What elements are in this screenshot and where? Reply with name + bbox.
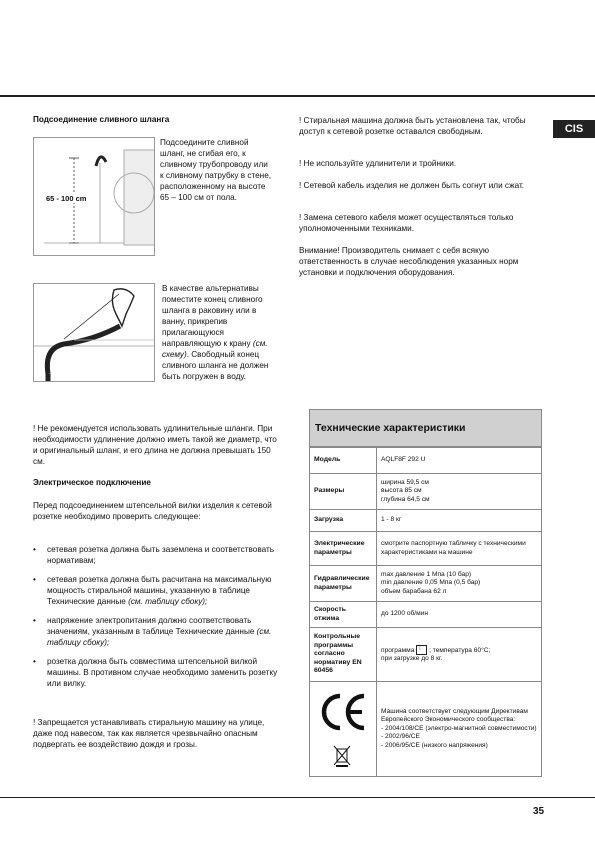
table-row: [310, 602, 542, 628]
table-row: [310, 448, 542, 474]
specs-table-header: [309, 409, 542, 447]
bottom-rule: [0, 797, 595, 798]
page-number: 35: [533, 806, 545, 817]
spec-key: Размеры: [310, 474, 377, 510]
ce-cell: [310, 682, 377, 777]
electrical-heading: Электрическое подключение: [33, 478, 151, 487]
spec-key: Гидравлические параметры: [310, 566, 377, 602]
note-cable-replace: ! Замена сетевого кабеля может осуществляться только уполномоченными техниками.: [299, 213, 514, 233]
outdoor-warning: ! Запрещается устанавливать стиральную машину на улице, даже под навесом, так как является чрезвычайно опасным подвергать ее воздействию дождя и грозы.: [33, 718, 265, 749]
spec-value: программа ⁞ ; температура 60°С; при загрузке до 8 кг.: [377, 628, 542, 682]
drain-figure-sink: [33, 283, 155, 382]
top-rule: [0, 95, 595, 97]
list-item: • сетевая розетка должна быть заземлена и соответствовать нормативам;: [33, 544, 278, 566]
electrical-intro: Перед подсоединением штепсельной вилки изделия к сетевой розетке необходимо проверить следующее:: [33, 501, 272, 521]
note-socket-access: ! Стиральная машина должна быть установлена так, чтобы доступ к сетевой розетке оставался свободным.: [299, 116, 526, 136]
note-no-extensions: ! Не используйте удлинители и тройники.: [299, 159, 457, 168]
spec-value: AQLF8F 292 U: [377, 448, 542, 474]
manufacturer-disclaimer: Внимание! Производитель снимает с себя всякую ответственность в случае несоблюдения указанных норм установки и подключения оборудования.: [299, 246, 519, 277]
spec-key: Электрические параметры: [310, 532, 377, 566]
drain-figure-standpipe: [33, 137, 155, 256]
table-row: [310, 474, 542, 510]
directives-value: Машина соответствует следующим Директивам Европейского Экономического сообщества: - 2004/108/CE (электро-магнитной совместимости) - 2002/96/CE - 2006/95/CE (низкого напряжения): [377, 682, 542, 777]
table-row: [310, 628, 542, 682]
list-item: • розетка должна быть совместима штепсельной вилкой машины. В противном случае необходимо заменить розетку или вилку.: [33, 656, 278, 689]
table-row: [310, 682, 542, 777]
list-item: • сетевая розетка должна быть расчитана на максимальную мощность стиральной машины, указанную в таблице Технические данные (см. таблицу сбоку);: [33, 574, 278, 607]
table-row: [310, 566, 542, 602]
spec-value: до 1200 об/мин: [377, 602, 542, 628]
drain-text-sink: В качестве альтернативы поместите конец сливного шланга в раковину или в ванну, прикрепив прилагающуюся направляющую к крану (см. схему). Свободный конец сливного шланга не должен быть погружен в воду.: [162, 284, 269, 381]
sink-illustration: [34, 284, 154, 381]
table-row: [310, 532, 542, 566]
extension-hose-note: ! Не рекомендуется использовать удлинительные шланги. При необходимости удлинение должно иметь такой же диаметр, что и оригинальный шланг, и его длина не должна превышать 150 см.: [33, 424, 277, 466]
height-label: 65 - 100 cm: [46, 194, 87, 203]
language-tab: CIS: [553, 120, 595, 138]
spec-key: Скорость отжима: [310, 602, 377, 628]
spec-key: Модель: [310, 448, 377, 474]
drain-heading: Подсоединение сливного шланга: [33, 115, 170, 124]
spec-key: Контрольные программы согласно нормативу EN 60456: [310, 628, 377, 682]
spec-key: Загрузка: [310, 510, 377, 532]
note-cable-bend: ! Сетевой кабель изделия не должен быть согнут или сжат.: [299, 181, 525, 190]
electrical-checklist: [33, 544, 278, 697]
spec-value: ширина 59,5 см высота 85 см глубина 64,5 см: [377, 474, 542, 510]
spec-value: 1 - 8 кг: [377, 510, 542, 532]
drain-text-standpipe: Подсоедините сливной шланг, не сгибая его, к сливному трубопроводу или к сливному патрубку в стене, расположенному на высоте 65 – 100 см от пола.: [160, 138, 272, 202]
spec-value: max давление 1 Мпа (10 бар) min давление 0,05 Мпа (0,5 бар) объем барабана 62 л: [377, 566, 542, 602]
specs-table: [309, 447, 542, 777]
table-row: [310, 510, 542, 532]
spec-value: смотрите паспортную табличку с техническими характеристиками на машине: [377, 532, 542, 566]
specs-title: Технические характеристики: [315, 422, 466, 434]
program-symbol-icon: ⁞: [416, 645, 427, 655]
list-item: • напряжение электропитания должно соответствовать значениям, указанным в таблице Технические данные (см. таблицу сбоку);: [33, 615, 278, 648]
weee-bin-icon: [332, 744, 352, 768]
